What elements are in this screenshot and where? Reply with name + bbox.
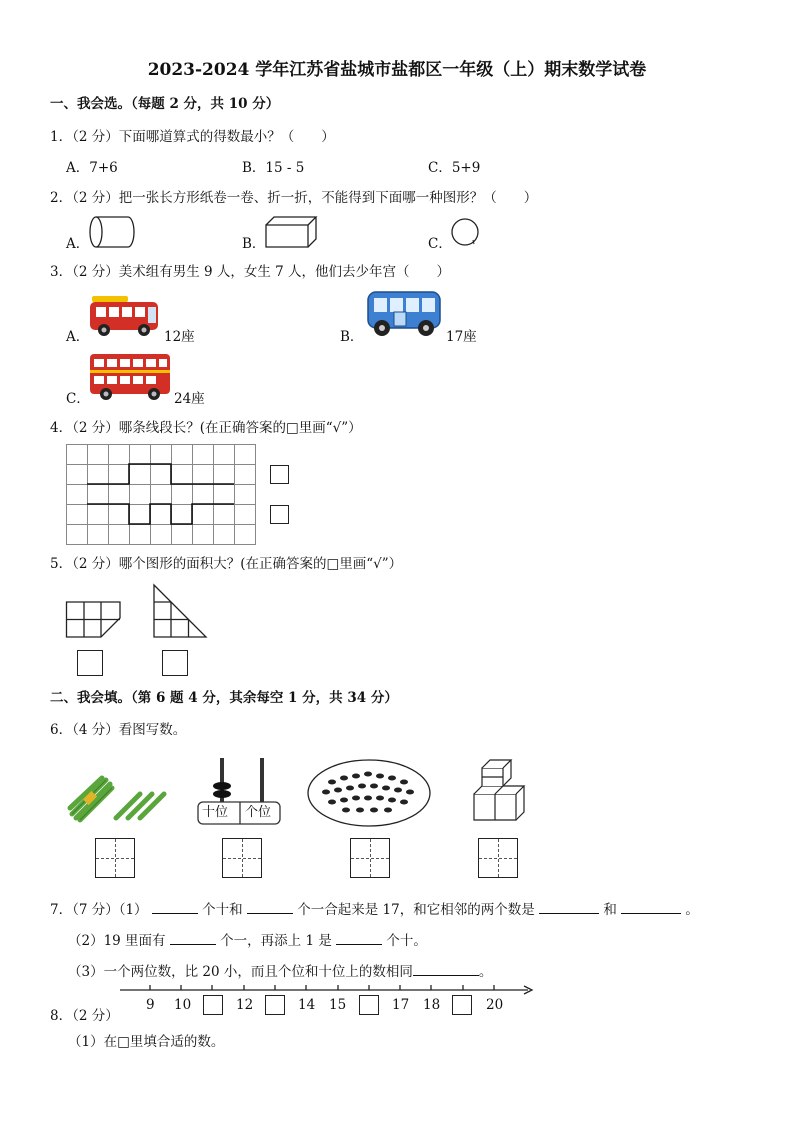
section1-heading: 一、我会选。（每题 2 分，共 10 分） <box>50 96 280 112</box>
q3-option-a[interactable]: A． <box>66 329 90 345</box>
q7-blank-ones[interactable] <box>247 901 293 914</box>
q6-answer-box-1[interactable] <box>95 838 135 878</box>
q4-answer-box-bottom[interactable] <box>270 505 289 524</box>
numberline-label-18: 18 <box>423 997 441 1013</box>
q7-blank-nineteen-ones[interactable] <box>170 932 216 945</box>
number-line <box>120 985 536 997</box>
q6-answer-box-4[interactable] <box>478 838 518 878</box>
q2-option-b[interactable]: B． <box>242 236 266 252</box>
q3-option-b-seats: 17座 <box>446 329 477 345</box>
q5-answer-box-right[interactable] <box>162 650 188 676</box>
q7-line1-text-a: 7．（7 分）（1） <box>50 902 148 918</box>
q2-stem: 2．（2 分）把一张长方形纸卷一卷、折一折，不能得到下面哪一种图形？（ ） <box>50 190 538 206</box>
q7-line1 <box>50 901 699 918</box>
q5-right-triangle-shape <box>152 583 210 641</box>
numberline-label-10: 10 <box>174 997 192 1013</box>
q1-option-b[interactable]: B．15 - 5 <box>242 160 305 176</box>
small-red-bus-image <box>88 294 160 338</box>
numberline-label-9: 9 <box>146 997 155 1013</box>
double-decker-bus-image <box>88 352 172 402</box>
numberline-label-15: 15 <box>329 997 347 1013</box>
q3-stem: 3．（2 分）美术组有男生 9 人，女生 7 人，他们去少年宫（ ） <box>50 264 451 280</box>
q3-option-c[interactable]: C． <box>66 391 90 407</box>
numberline-box-11[interactable] <box>203 995 223 1015</box>
numberline-label-17: 17 <box>392 997 410 1013</box>
q7-line1-text-e: 。 <box>685 902 699 918</box>
q1-stem: 1．（2 分）下面哪道算式的得数最小？（ ） <box>50 129 335 145</box>
q7-line3-text-a: （3）一个两位数，比 20 小，而且个位和十位上的数相同 <box>68 964 413 980</box>
q2-option-a[interactable]: A． <box>66 236 90 252</box>
q7-blank-two-digit[interactable] <box>413 963 479 976</box>
q3-option-b[interactable]: B． <box>340 329 364 345</box>
q6-stem: 6．（4 分）看图写数。 <box>50 722 187 738</box>
blue-bus-image <box>364 290 444 340</box>
q5-answer-box-left[interactable] <box>77 650 103 676</box>
numberline-box-13[interactable] <box>265 995 285 1015</box>
q7-blank-neighbor-2[interactable] <box>621 901 681 914</box>
q5-left-shape <box>66 583 122 639</box>
sticks-bundle-image <box>66 772 168 826</box>
q1-option-a[interactable]: A．7+6 <box>66 160 118 176</box>
page-title: 2023-2024 学年江苏省盐城市盐都区一年级（上）期末数学试卷 <box>147 60 647 80</box>
q7-line1-text-c: 个一合起来是 17，和它相邻的两个数是 <box>297 902 535 918</box>
q6-answer-box-3[interactable] <box>350 838 390 878</box>
abacus-ones-label: 个位 <box>245 805 272 820</box>
q7-line2-text-a: （2）19 里面有 <box>68 933 166 949</box>
q3-option-a-seats: 12座 <box>164 329 195 345</box>
q7-line1-text-b: 个十和 <box>202 902 243 918</box>
numberline-label-20: 20 <box>486 997 504 1013</box>
numberline-box-16[interactable] <box>359 995 379 1015</box>
q5-stem: 5．（2 分）哪个图形的面积大？(在正确答案的□里画“√”） <box>50 556 403 572</box>
q6-answer-box-2[interactable] <box>222 838 262 878</box>
abacus-tens-label: 十位 <box>202 805 229 820</box>
q7-line2-text-c: 个十。 <box>386 933 427 949</box>
q7-blank-neighbor-1[interactable] <box>539 901 599 914</box>
q4-stem: 4．（2 分）哪条线段长？(在正确答案的□里画“√”） <box>50 420 362 436</box>
q7-line2 <box>68 932 427 949</box>
q3-option-c-seats: 24座 <box>174 391 205 407</box>
q7-blank-tens[interactable] <box>152 901 198 914</box>
q4-answer-box-top[interactable] <box>270 465 289 484</box>
numberline-box-19[interactable] <box>452 995 472 1015</box>
q2-option-c[interactable]: C． <box>428 236 452 252</box>
section2-heading: 二、我会填。（第 6 题 4 分，其余每空 1 分，共 34 分） <box>50 690 398 706</box>
q7-line1-text-d: 和 <box>603 902 617 918</box>
q7-line3 <box>68 963 492 980</box>
numberline-label-14: 14 <box>298 997 316 1013</box>
q7-blank-tens-count[interactable] <box>336 932 382 945</box>
q8-stem: 8．（2 分） <box>50 1008 119 1024</box>
line-segment-grid <box>66 444 256 546</box>
circle-shape <box>450 218 484 250</box>
q8-sub1: （1）在□里填合适的数。 <box>68 1034 225 1050</box>
q7-line3-text-b: 。 <box>478 964 493 980</box>
numberline-label-12: 12 <box>236 997 254 1013</box>
q7-line2-text-b: 个一，再添上 1 是 <box>220 933 332 949</box>
ants-oval-image <box>306 758 432 828</box>
cuboid-shape <box>264 215 320 249</box>
cylinder-shape <box>88 215 138 249</box>
cubes-image <box>466 762 528 822</box>
q1-option-c[interactable]: C．5+9 <box>428 160 481 176</box>
